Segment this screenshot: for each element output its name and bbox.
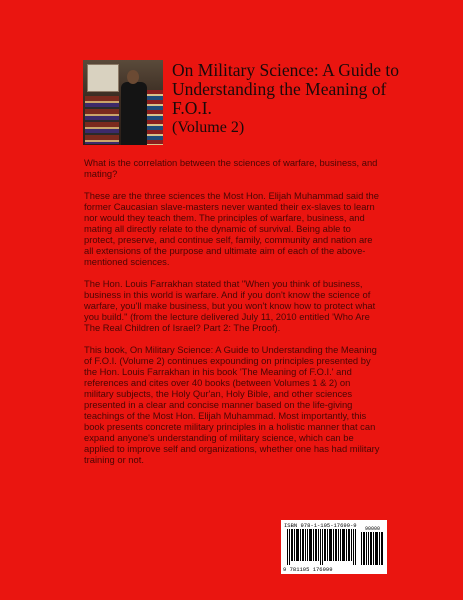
description xyxy=(84,157,380,476)
isbn-number: ISBN 978-1-105-17699-9 xyxy=(284,522,357,529)
book-title-main: On Military Science: A Guide to Understanding the Meaning of F.O.I. xyxy=(172,60,399,118)
isbn-barcode xyxy=(281,520,387,574)
description-paragraph-3: The Hon. Louis Farrakhan stated that "When you think of business, business in this world is warfare. And if you don't know the science of warfare, you'll make business, but you won't know how to protect what you build." (from the lecture delivered July 11, 2010 entitled 'Who Are The Real Children of Israel? Part 2: The Proof). xyxy=(84,278,376,333)
book-title xyxy=(172,61,412,137)
barcode-digits: 9 781105 176999 xyxy=(283,566,333,573)
book-title-volume: (Volume 2) xyxy=(172,119,245,136)
price-code: 90000 xyxy=(365,526,381,532)
author-photo xyxy=(83,60,163,145)
description-paragraph-2: These are the three sciences the Most Hon. Elijah Muhammad said the former Caucasian slave-masters never wanted their ex-slaves to learn nor would they teach them. The principles of warfare, business, and mating all directly relate to the dynamic of survival. Being able to protect, preserve, and continue self, family, community and nation are all extensions of the purpose and ultimate aim of each of the above-mentioned sciences. xyxy=(84,190,379,267)
barcode-bars xyxy=(287,529,357,565)
price-barcode-bars xyxy=(361,532,383,565)
description-paragraph-4: This book, On Military Science: A Guide to Understanding the Meaning of F.O.I. (Volume 2) continues expounding on principles presented by the Hon. Louis Farrakhan in his book 'The Meaning of F.O.I.' and references and cites over 40 books (between Volumes 1 & 2) on military subjects, the Holy Qur'an, Holy Bible, and other sciences presented in a clear and concise manner based on the life-giving teachings of the Most Hon. Elijah Muhammad. Most importantly, this book presents concrete military principles in a holistic manner that can expand anyone's understanding of military science, which can be applied to improve self and organizations, whether one has had military training or not. xyxy=(84,344,380,465)
description-paragraph-1: What is the correlation between the sciences of warfare, business, and mating? xyxy=(84,157,378,179)
